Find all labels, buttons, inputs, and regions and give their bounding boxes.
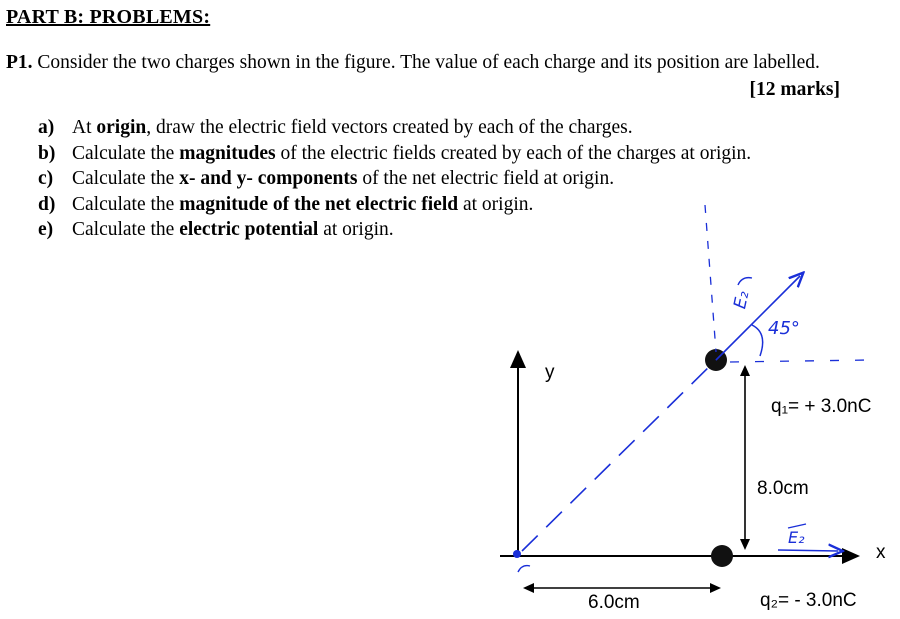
problem-number: P1. [6, 52, 33, 73]
vertical-dashed-line [705, 205, 716, 352]
horizontal-dashed-line [730, 360, 870, 362]
field-line-dashed [522, 360, 716, 551]
part-text: of the net electric field at origin. [357, 168, 615, 190]
origin-mark [518, 566, 530, 572]
part-label: e) [38, 219, 54, 241]
part-text: of the electric fields created by each of the charges at origin. [275, 142, 752, 164]
part-keyword: magnitudes [179, 142, 276, 164]
charge-q2 [711, 545, 733, 567]
problem-text: Consider the two charges shown in the figure. The value of each charge and its position are labelled. [37, 52, 820, 73]
part-label: a) [38, 117, 55, 138]
problem-marks: [12 marks] [749, 79, 840, 100]
q1-label: q₁= + 3.0nC [771, 396, 872, 417]
part-keyword: x- and y- components [179, 168, 358, 190]
part-label: d) [38, 193, 56, 215]
part-keyword: electric potential [179, 219, 319, 241]
part-text: Calculate the [72, 142, 180, 164]
E2-lower-vector [778, 550, 838, 551]
horizontal-distance-label: 6.0cm [588, 592, 640, 613]
part-keyword: origin [96, 117, 147, 138]
part-text: At [72, 117, 97, 138]
E2-lower-annotation: E₂ [788, 528, 805, 547]
x-axis-label: x [876, 542, 886, 563]
E2-upper-annotation: E₂ [730, 289, 754, 311]
part-label: c) [38, 168, 54, 190]
part-text: at origin. [458, 193, 534, 215]
part-text: at origin. [318, 219, 394, 241]
part-text: Calculate the [72, 168, 180, 190]
part-text: , draw the electric field vectors created by each of the charges. [146, 117, 633, 138]
angle-annotation: 45° [768, 318, 800, 339]
part-text: Calculate the [72, 219, 180, 241]
part-text: Calculate the [72, 193, 180, 215]
part-keyword: magnitude of the net electric field [179, 193, 459, 215]
part-label: b) [38, 142, 56, 164]
E2-upper-overarrow [738, 278, 752, 285]
q2-label: q₂= - 3.0nC [760, 590, 857, 611]
vertical-distance-label: 8.0cm [757, 478, 809, 499]
y-axis-label: y [545, 362, 555, 383]
section-heading: PART B: PROBLEMS: [6, 6, 211, 28]
origin-point [513, 550, 521, 558]
angle-arc [752, 325, 763, 356]
